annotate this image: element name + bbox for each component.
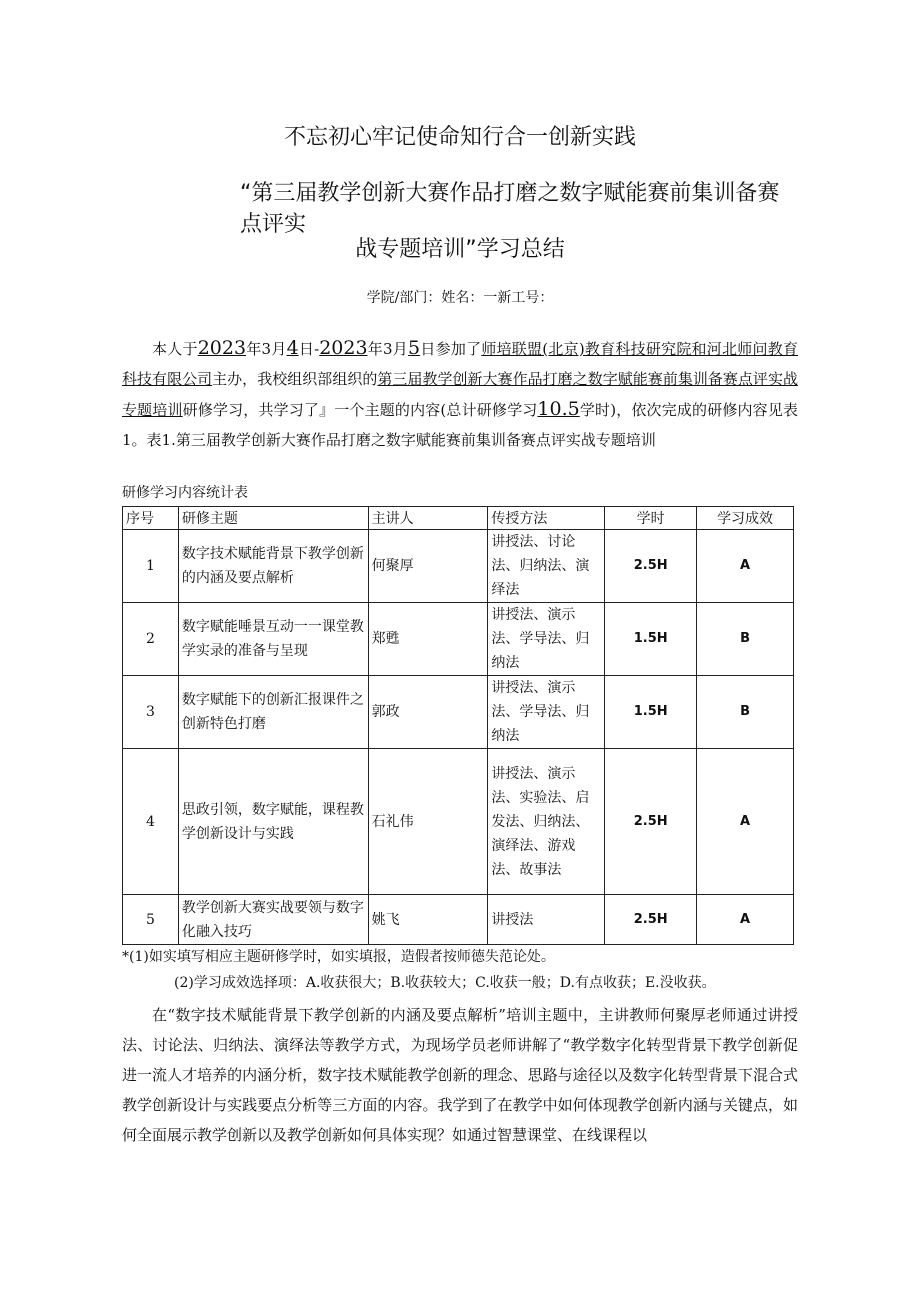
document-subtitle-line1: “第三届教学创新大赛作品打磨之数字赋能赛前集训备赛点评实 bbox=[240, 181, 780, 237]
table-notes bbox=[122, 944, 812, 996]
cell-no: 4 bbox=[123, 749, 179, 895]
cell-topic: 数字赋能唾景互动一一课堂教学实录的准备与呈现 bbox=[178, 603, 368, 676]
table-row bbox=[123, 603, 794, 676]
table-row bbox=[123, 530, 794, 603]
cell-no: 5 bbox=[123, 895, 179, 945]
cell-result: A bbox=[697, 530, 794, 603]
cell-hours: 2.5H bbox=[605, 530, 697, 603]
header-no: 序号 bbox=[123, 507, 179, 530]
table-row bbox=[123, 676, 794, 749]
cell-result: A bbox=[697, 749, 794, 895]
header-method: 传授方法 bbox=[488, 507, 605, 530]
header-hours: 学时 bbox=[605, 507, 697, 530]
cell-speaker: 何聚厚 bbox=[368, 530, 488, 603]
cell-hours: 1.5H bbox=[605, 676, 697, 749]
study-content-table bbox=[122, 506, 794, 945]
cell-speaker: 石礼伟 bbox=[368, 749, 488, 895]
cell-topic: 数字技术赋能背景下教学创新的内涵及要点解析 bbox=[178, 530, 368, 603]
note-1: *(1)如实填写相应主题研修学时，如实填报，造假者按师德失范论处。 bbox=[122, 949, 555, 965]
cell-speaker: 郭政 bbox=[368, 676, 488, 749]
cell-method: 讲授法、演示法、学导法、归纳法 bbox=[488, 603, 605, 676]
header-topic: 研修主题 bbox=[178, 507, 368, 530]
cell-speaker: 姚飞 bbox=[368, 895, 488, 945]
organizer-text: 师培联盟(北京)教育科技研究院和河北师问教育科技有限公司 bbox=[122, 340, 798, 388]
cell-topic: 思政引领，数字赋能，课程教学创新设计与实践 bbox=[178, 749, 368, 895]
document-title: 不忘初心牢记使命知行合一创新实践 bbox=[283, 125, 636, 150]
cell-no: 3 bbox=[123, 676, 179, 749]
cell-method: 讲授法 bbox=[488, 895, 605, 945]
header-result: 学习成效 bbox=[697, 507, 794, 530]
cell-hours: 1.5H bbox=[605, 603, 697, 676]
cell-result: A bbox=[697, 895, 794, 945]
cell-speaker: 郑甦 bbox=[368, 603, 488, 676]
header-speaker: 主讲人 bbox=[368, 507, 488, 530]
cell-no: 2 bbox=[123, 603, 179, 676]
cell-result: B bbox=[697, 676, 794, 749]
cell-method: 讲授法、讨论法、归纳法、演绎法 bbox=[488, 530, 605, 603]
training-name: 第三届教学创新大赛作品打磨之数字赋能赛前集训备赛点评实战专题培训 bbox=[122, 370, 798, 419]
table-row bbox=[123, 895, 794, 945]
table-row bbox=[123, 749, 794, 895]
document-subtitle-line2: 战专题培训”学习总结 bbox=[355, 237, 565, 262]
cell-method: 讲授法、演示法、学导法、归纳法 bbox=[488, 676, 605, 749]
cell-topic: 数字赋能下的创新汇报课件之创新特色打磨 bbox=[178, 676, 368, 749]
cell-topic: 教学创新大赛实战要领与数字化融入技巧 bbox=[178, 895, 368, 945]
cell-hours: 2.5H bbox=[605, 749, 697, 895]
cell-result: B bbox=[697, 603, 794, 676]
table-header-row bbox=[123, 507, 794, 530]
cell-hours: 2.5H bbox=[605, 895, 697, 945]
author-info-line: 学院/部门：姓名：一新工号： bbox=[366, 290, 554, 306]
cell-no: 1 bbox=[123, 530, 179, 603]
summary-paragraph: 在“数字技术赋能背景下教学创新的内涵及要点解析”培训主题中，主讲教师何聚厚老师通过讲授法、讨论法、归纳法、演绎法等教学方式，为现场学员老师讲解了“教学数字化转型背景下教学创新促进一流人才培养的内涵分析，数字技术赋能教学创新的理念、思路与途径以及数字化转型背景下混合式教学创新设计与实践要点分析等三方面的内容。我学到了在教学中如何体现教学创新内涵与关键点，如何全面展示教学创新以及教学创新如何具体实现？如通过智慧课堂、在线课程以 bbox=[122, 1006, 798, 1144]
table-caption: 研修学习内容统计表 bbox=[122, 485, 248, 501]
cell-method: 讲授法、演示法、实验法、启发法、归纳法、演绎法、游戏法、故事法 bbox=[488, 749, 605, 895]
intro-paragraph: 本人于2023年3月4日-2023年3月5日参加了师培联盟(北京)教育科技研究院和河北师问教育科技有限公司主办，我校组织部组织的第三届教学创新大赛作品打磨之数字赋能赛前集训备赛点评实战专题培训研修学习，共学习了』一个主题的内容(总计研修学习10.5学时)，依次完成的研修内容见表1。表1.第三届教学创新大赛作品打磨之数字赋能赛前集训备赛点评实战专题培训 bbox=[122, 337, 798, 449]
note-2: (2)学习成效选择项：A.收获很大；B.收获较大；C.收获一般；D.有点收获；E.没收获。 bbox=[174, 975, 716, 991]
